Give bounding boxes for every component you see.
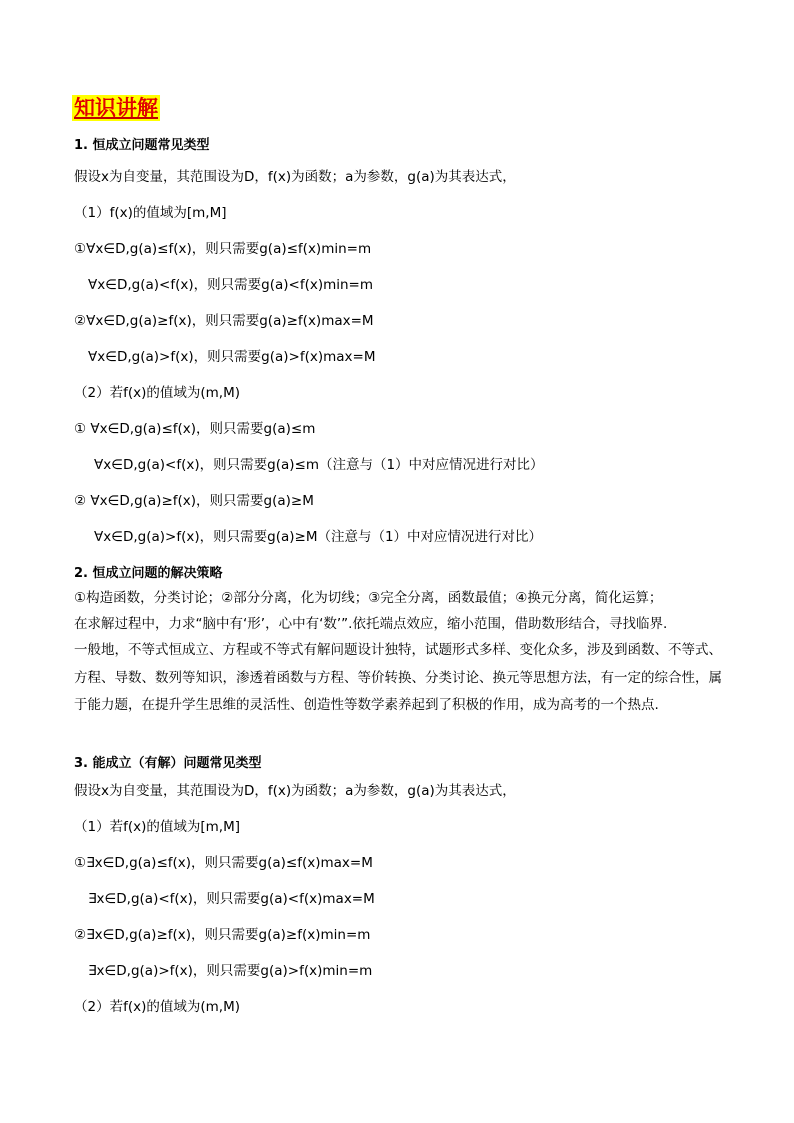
sec1-title: 1. 恒成立问题常见类型 (74, 138, 210, 153)
section-heading: 知识讲解 (74, 96, 158, 120)
sec1-case2-title: （2）若f(x)的值域为(m,M) (74, 385, 240, 401)
sec1-c2-line1: ① ∀x∈D,g(a)≤f(x)，则只需要g(a)≤m (74, 421, 316, 437)
sec1-c2-line2: ∀x∈D,g(a)<f(x)，则只需要g(a)≤m（注意与（1）中对应情况进行对比） (94, 457, 544, 473)
sec2-line2: 在求解过程中，力求“脑中有‘形’，心中有‘数’”.依托端点效应，缩小范围，借助数形结合，寻找临界. (74, 616, 668, 632)
sec3-case2-title: （2）若f(x)的值域为(m,M) (74, 999, 240, 1015)
sec3-c1-line2: ∃x∈D,g(a)<f(x)，则只需要g(a)<f(x)max=M (88, 891, 375, 907)
sec1-c2-line3: ② ∀x∈D,g(a)≥f(x)，则只需要g(a)≥M (74, 493, 314, 509)
sec1-case1-title: （1）f(x)的值域为[m,M] (74, 205, 227, 221)
sec3-title: 3. 能成立（有解）问题常见类型 (74, 756, 262, 771)
sec3-intro: 假设x为自变量，其范围设为D，f(x)为函数；a为参数，g(a)为其表达式， (74, 783, 516, 799)
sec2-title: 2. 恒成立问题的解决策略 (74, 566, 223, 581)
sec1-c1-line4: ∀x∈D,g(a)>f(x)，则只需要g(a)>f(x)max=M (88, 349, 376, 365)
sec1-c1-line1: ①∀x∈D,g(a)≤f(x)，则只需要g(a)≤f(x)min=m (74, 241, 372, 257)
sec3-case1-title: （1）若f(x)的值域为[m,M] (74, 819, 240, 835)
sec1-c1-line3: ②∀x∈D,g(a)≥f(x)，则只需要g(a)≥f(x)max=M (74, 313, 374, 329)
sec1-intro: 假设x为自变量，其范围设为D，f(x)为函数；a为参数，g(a)为其表达式， (74, 169, 516, 185)
sec1-c2-line4: ∀x∈D,g(a)>f(x)，则只需要g(a)≥M（注意与（1）中对应情况进行对比） (94, 529, 543, 545)
sec2-line1: ①构造函数，分类讨论；②部分分离，化为切线；③完全分离，函数最值；④换元分离，简化运算； (74, 590, 663, 606)
sec3-c1-line4: ∃x∈D,g(a)>f(x)，则只需要g(a)>f(x)min=m (88, 963, 373, 979)
sec2-paragraph: 一般地，不等式恒成立、方程或不等式有解问题设计独特，试题形式多样、变化众多，涉及到函数、不等式、方程、导数、数列等知识，渗透着函数与方程、等价转换、分类讨论、换元等思想方法，有一定的综合性，属于能力题，在提升学生思维的灵活性、创造性等数学素养起到了积极的作用，成为高考的一个热点. (74, 642, 722, 713)
sec3-c1-line3: ②∃x∈D,g(a)≥f(x)，则只需要g(a)≥f(x)min=m (74, 927, 371, 943)
sec1-c1-line2: ∀x∈D,g(a)<f(x)，则只需要g(a)<f(x)min=m (88, 277, 374, 293)
sec3-c1-line1: ①∃x∈D,g(a)≤f(x)，则只需要g(a)≤f(x)max=M (74, 855, 373, 871)
